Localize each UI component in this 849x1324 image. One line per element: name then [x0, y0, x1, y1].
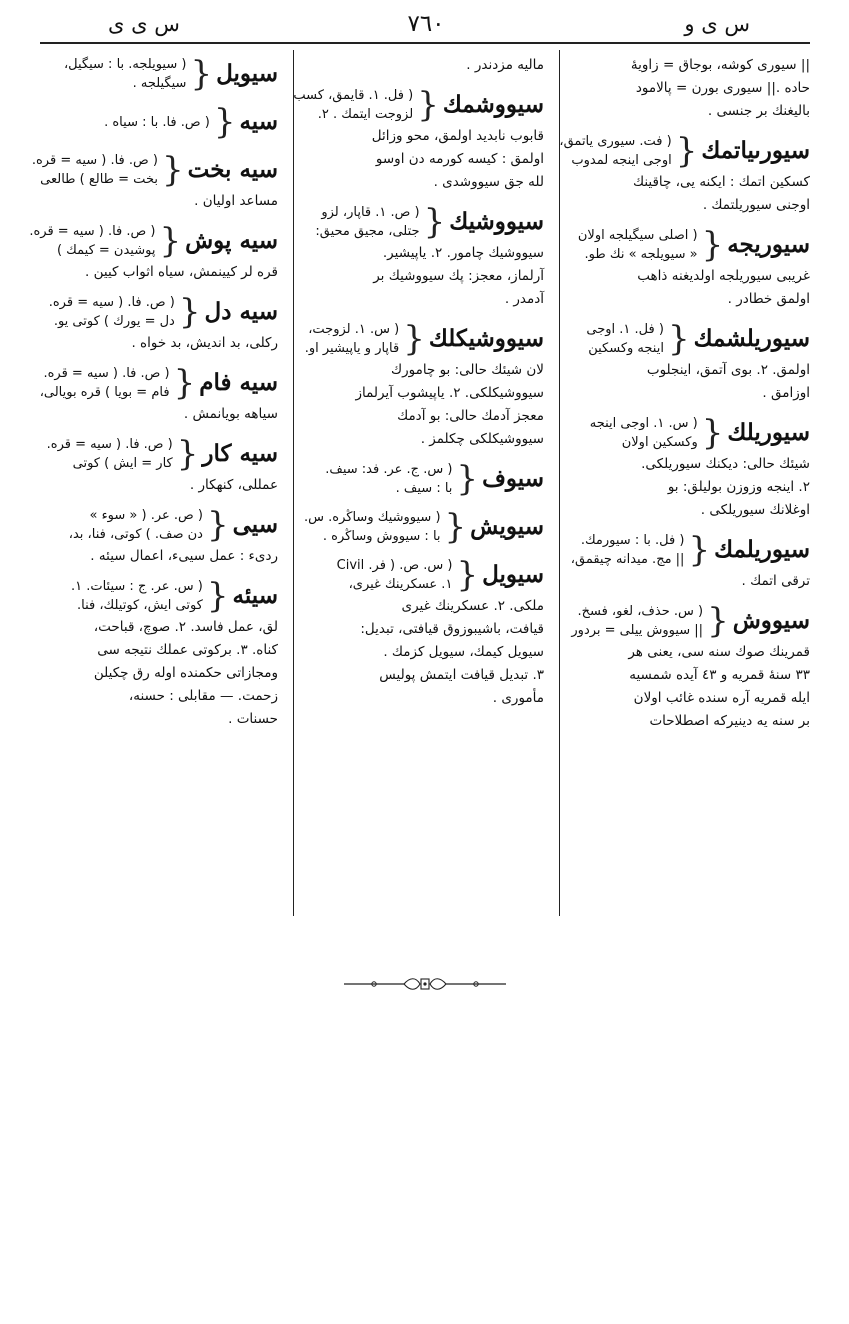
- definition-line: سيويل كيمك، سيويل كزمك .: [383, 644, 544, 660]
- dictionary-entry: [40, 434, 278, 497]
- headword: سيويش: [470, 513, 544, 540]
- entry-head-row: [574, 413, 810, 453]
- definition-line: آدمدر .: [504, 291, 544, 307]
- definition-line: باليغنك بر جنسى .: [707, 103, 810, 119]
- gloss-line: ( س. ١. اوجى اينجه: [589, 416, 698, 431]
- gloss-line: سيگيلجه .: [132, 76, 187, 91]
- gloss-line: ( ص. فا. ( سيه = قره.: [43, 366, 170, 381]
- brace-mark: {: [688, 530, 711, 570]
- gloss-line: ( سيويلجه. با : سيگيل،: [63, 57, 187, 72]
- gloss-line: ( ص. عر. ( « سوء »: [89, 508, 203, 523]
- brace-mark: {: [176, 434, 199, 474]
- definition-line: كسكين اتمك : ايكنه يى، چاقينك: [632, 174, 810, 190]
- entry-head-row: [29, 221, 278, 261]
- column-rule: [559, 50, 560, 916]
- brace-mark: {: [444, 507, 467, 547]
- definition-line: ردىء : عمل سيىء، اعمال سيئه .: [90, 548, 278, 564]
- dictionary-entry: [304, 507, 544, 547]
- definition-line: كناه. ٣. بركوتى عملك نتيجه سى: [97, 642, 278, 658]
- definition-line: زحمت. — مقابلى : حسنه،: [128, 688, 278, 704]
- brace-mark: {: [707, 601, 729, 641]
- definition-line: ٣٣ سنهٔ قمريه و ٤٣ آيده شمسيه: [629, 667, 810, 683]
- definition-line: ماليه مزدندر .: [466, 57, 544, 73]
- entry-head-row: [559, 131, 810, 171]
- definition-line: ركلى، بد انديش، بد خواه .: [131, 335, 278, 351]
- gloss-line: ( سيووشيك وساڭره. س.: [304, 510, 441, 525]
- gloss-line: لزوجت ايتمك . ٢.: [317, 107, 414, 122]
- definition-line: لله جق سيووشدى .: [433, 174, 544, 190]
- gloss-line: دل = يورك ) كوتى يو.: [53, 314, 175, 329]
- brace-mark: {: [701, 413, 724, 453]
- brace-mark: {: [417, 85, 439, 125]
- definition-line: سيووشيك چامور. ٢. ياپيشير.: [382, 245, 544, 261]
- dictionary-entry: [40, 576, 278, 731]
- definition-line: قيافت، باشيبوزوق قيافتى، تبديل:: [360, 621, 544, 637]
- definition-line: ترقى اتمك .: [741, 573, 810, 589]
- definition-line: قابوب نابديد اولمق، محو وزائل: [371, 128, 544, 144]
- dictionary-entry: [40, 54, 278, 94]
- brace-mark: {: [456, 555, 479, 595]
- brace-mark: {: [206, 505, 229, 545]
- gloss-line: اينجه وكسكين: [588, 341, 664, 356]
- headword: سيى: [232, 511, 278, 538]
- gloss-line: اوجى اينجه لمدوب: [571, 153, 672, 168]
- gloss-line: ( فت. سيورى ياتمق،: [559, 134, 672, 149]
- column-left: [29, 54, 278, 916]
- running-head-right: س ى و: [684, 12, 750, 36]
- headword: سيووشيكلك: [428, 325, 544, 352]
- entry-head-row: [310, 202, 544, 242]
- gloss-stack: [47, 435, 173, 473]
- definition-line: ٣. تبديل قيافت ايتمش پوليس: [379, 667, 544, 683]
- gloss-line: با : سيووش وساڭره .: [322, 529, 441, 544]
- headword: سيوف: [482, 465, 544, 492]
- definition-line: اوجنى سيوريلتمك .: [702, 197, 810, 213]
- definition-line: عمللى، كنهكار .: [189, 477, 278, 493]
- brace-mark: {: [675, 131, 698, 171]
- column-rule: [293, 50, 294, 916]
- page-number: ٧٦٠: [407, 11, 445, 37]
- entry-head-row: [31, 150, 278, 190]
- gloss-line: جتلى، مجيق محيق:: [315, 224, 420, 239]
- gloss-line: قاپار و ياپيشير او.: [304, 341, 400, 356]
- gloss-stack: [304, 508, 441, 546]
- brace-mark: {: [190, 54, 213, 94]
- definition-line: ايله قمريه آره سنده غائب اولان: [633, 690, 810, 706]
- gloss-stack: [32, 151, 158, 189]
- brace-mark: {: [159, 221, 182, 261]
- gloss-line: بخت = طالع ) طالعى: [40, 172, 158, 187]
- entry-head-row: [40, 102, 278, 142]
- entry-head-row: [574, 319, 810, 359]
- dictionary-entry: [571, 601, 810, 733]
- brace-mark: {: [423, 202, 446, 242]
- definition-line: سياهه بويانمش .: [183, 406, 278, 422]
- definition-line: ملكى. ٢. عسكرينك غيرى: [401, 598, 544, 614]
- definition-line: || سيورى كوشه، بوجاق = زاويهٔ: [630, 57, 810, 73]
- gloss-line: ( ص. فا. با : سياه .: [104, 114, 210, 130]
- headword: سيورىياتمك: [701, 137, 810, 164]
- gloss-line: || سيووش ييلى = بردور: [571, 623, 704, 638]
- tail-ornament: [340, 975, 510, 993]
- gloss-line: كوتى ايش، كوتيلك، فنا.: [76, 598, 203, 613]
- entry-head-row: [570, 530, 810, 570]
- gloss-stack: [571, 602, 703, 640]
- dictionary-entry: [304, 319, 544, 451]
- gloss-line: ( س. عر. ج : سيئات. ١.: [70, 579, 203, 594]
- gloss-stack: [104, 113, 210, 132]
- dictionary-entry: [40, 102, 278, 142]
- gloss-stack: [578, 226, 698, 264]
- gloss-line: ( س. حذف، لغو، فسخ.: [577, 604, 704, 619]
- definition-line: مساعد اوليان .: [194, 193, 278, 209]
- dictionary-entry: [29, 221, 278, 284]
- brace-mark: {: [701, 225, 724, 265]
- headword: سيه كار: [202, 440, 278, 467]
- brace-mark: {: [161, 150, 184, 190]
- gloss-line: ( ص. فا. ( سيه = قره.: [29, 224, 156, 239]
- gloss-line: ( ص. فا. ( سيه = قره.: [46, 437, 173, 452]
- headword: سيوريلك: [727, 419, 810, 446]
- entry-head-row: [310, 555, 544, 595]
- brace-mark: {: [178, 292, 201, 332]
- gloss-line: دن صف. ) كوتى، فنا، بد،: [68, 527, 203, 542]
- gloss-line: پوشيدن = كيمك ): [56, 243, 156, 258]
- gloss-line: || مج. ميدانه چيقمق،: [570, 552, 685, 567]
- entry-head-row: [310, 459, 544, 499]
- gloss-stack: [71, 577, 203, 615]
- gloss-stack: [69, 506, 203, 544]
- entry-head-row: [293, 85, 544, 125]
- dictionary-entry: [310, 202, 544, 311]
- gloss-stack: [305, 320, 400, 358]
- definition-line: مأمورى .: [492, 690, 544, 706]
- gloss-line: ( فل. ١. قايمق، كسب: [293, 88, 414, 103]
- headword: سيووش: [732, 607, 810, 634]
- dictionary-entry: [293, 85, 544, 194]
- entry-head-row: [574, 225, 810, 265]
- definition-line: اولمق. ٢. بوى آتمق، اينجلوب: [646, 362, 810, 378]
- headword: سيه فام: [199, 369, 278, 396]
- definition-line: آرلماز، معجز: پك سيووشيك بر: [373, 268, 544, 284]
- gloss-stack: [325, 460, 452, 498]
- dictionary-entry: [310, 555, 544, 710]
- gloss-stack: [559, 132, 671, 170]
- definition-line: غريبى سيوريلجه اولديغنه ذاهب: [637, 268, 810, 284]
- dictionary-entry: [310, 54, 544, 77]
- definition-line: لق، عمل فاسد. ٢. صوچ، قباحت،: [93, 619, 278, 635]
- definition-line: شيئك حالى: ديكنك سيوريلكى.: [641, 456, 810, 472]
- definition-line: سيووشيكلكى. ٢. ياپيشوب آيرلماز: [355, 385, 544, 401]
- gloss-line: ( ص. ١. قاپار، لزو: [321, 205, 420, 220]
- entry-head-row: [40, 363, 278, 403]
- definition-line: اولمق : كيسه كورمه دن اوسو: [375, 151, 544, 167]
- definition-line: حسنات .: [228, 711, 278, 727]
- definition-line: قمرينك صوك سنه سى، يعنى هر: [628, 644, 810, 660]
- headword: سيه پوش: [185, 227, 278, 254]
- definition-line: معجز آدمك حالى: بو آدمك: [397, 408, 544, 424]
- gloss-line: ( فل. ١. اوجى: [586, 322, 664, 337]
- gloss-line: ( س. ج. عر. فد: سيف.: [325, 462, 453, 477]
- brace-mark: {: [667, 319, 690, 359]
- headword: سيئه: [232, 582, 278, 609]
- gloss-stack: [49, 293, 175, 331]
- dictionary-entry: [574, 413, 810, 522]
- definition-line: سيووشيكلكى چكلمز .: [420, 431, 544, 447]
- entry-head-row: [40, 505, 278, 545]
- definition-line: قره لر كيينمش، سياه اثواب كيين .: [85, 264, 278, 280]
- gloss-stack: [337, 556, 453, 594]
- header-rule: [40, 42, 810, 44]
- headword: سيوريلمك: [714, 536, 810, 563]
- running-head-left: س ى ى: [108, 12, 180, 36]
- entry-head-row: [304, 507, 544, 547]
- headword: سيويل: [216, 60, 278, 87]
- entry-head-row: [304, 319, 544, 359]
- entry-head-row: [571, 601, 810, 641]
- headword: سيوريجه: [727, 231, 810, 258]
- headword: سيه دل: [204, 298, 278, 325]
- dictionary-entry: [31, 150, 278, 213]
- gloss-line: ( ص. فا. ( سيه = قره.: [31, 153, 158, 168]
- gloss-stack: [29, 222, 155, 260]
- gloss-line: ( فل. با : سيورمك.: [580, 533, 685, 548]
- entry-head-row: [40, 434, 278, 474]
- definition-line: حاده .|| سيورى بورن = پالامود: [635, 80, 810, 96]
- definition-line: لان شيئك حالى: بو چامورك: [390, 362, 544, 378]
- gloss-line: ١. عسكرينك غيرى،: [348, 577, 453, 592]
- dictionary-entry: [559, 131, 810, 217]
- gloss-line: كار = ايش ) كوتى: [72, 456, 173, 471]
- entry-head-row: [40, 54, 278, 94]
- definition-line: ومجازاتى حكمنده اوله رق چكيلن: [93, 665, 278, 681]
- gloss-line: وكسكين اولان: [621, 435, 698, 450]
- column-middle: [293, 54, 544, 916]
- gloss-stack: [315, 203, 419, 241]
- gloss-stack: [590, 414, 698, 452]
- brace-mark: {: [213, 102, 236, 142]
- dictionary-entry: [570, 530, 810, 593]
- brace-mark: {: [206, 576, 229, 616]
- brace-mark: {: [403, 319, 425, 359]
- headword: سيوريلشمك: [693, 325, 810, 352]
- running-head: [36, 10, 814, 40]
- headword: سيووشيك: [449, 208, 544, 235]
- gloss-stack: [40, 364, 170, 402]
- headword: سيه بخت: [187, 156, 278, 183]
- entry-head-row: [40, 576, 278, 616]
- dictionary-columns: [29, 48, 810, 920]
- brace-mark: {: [456, 459, 479, 499]
- gloss-stack: [64, 55, 186, 93]
- gloss-line: ( س. ص. ( فر. Civil: [336, 558, 453, 573]
- definition-line: اوغلانك سيوريلكى .: [700, 502, 810, 518]
- definition-line: بر سنه يه دينيركه اصطلاحات: [649, 713, 810, 729]
- column-right: [559, 54, 810, 916]
- gloss-stack: [571, 531, 685, 569]
- headword: سيويل: [482, 561, 544, 588]
- gloss-stack: [586, 320, 664, 358]
- definition-line: اوزامق .: [762, 385, 810, 401]
- dictionary-entry: [40, 292, 278, 355]
- definition-line: ٢. اينجه وزوزن بوليلق: بو: [667, 479, 810, 495]
- gloss-stack: [293, 86, 413, 124]
- headword: سيه: [239, 108, 278, 135]
- dictionary-entry: [574, 319, 810, 405]
- entry-head-row: [40, 292, 278, 332]
- gloss-line: ( اصلى سيگيلجه اولان: [577, 228, 698, 243]
- dictionary-entry: [40, 505, 278, 568]
- brace-mark: {: [173, 363, 196, 403]
- gloss-line: فام = بويا ) قره بويالى،: [39, 385, 170, 400]
- dictionary-entry: [40, 363, 278, 426]
- definition-line: اولمق خطادر .: [727, 291, 810, 307]
- headword: سيووشمك: [442, 91, 544, 118]
- gloss-line: « سيويلجه » نك طو.: [584, 247, 698, 262]
- gloss-line: ( س. ١. لزوجت،: [308, 322, 400, 337]
- dictionary-entry: [574, 54, 810, 123]
- gloss-line: با : سيف .: [395, 481, 453, 496]
- gloss-line: ( ص. فا. ( سيه = قره.: [48, 295, 175, 310]
- dictionary-entry: [310, 459, 544, 499]
- dictionary-entry: [574, 225, 810, 311]
